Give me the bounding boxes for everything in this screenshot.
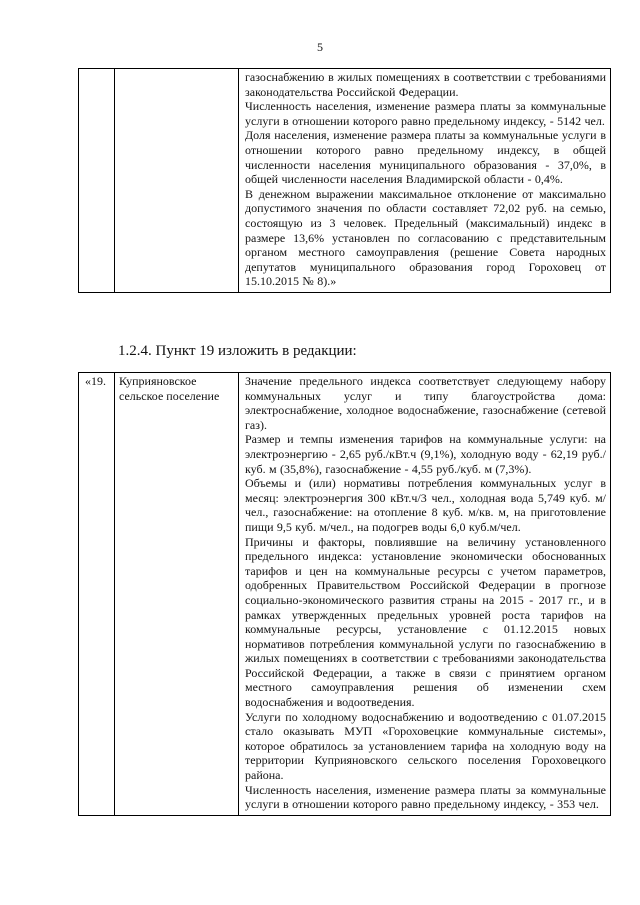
description-cell — [239, 69, 611, 293]
paragraph: Численность населения, изменение размера платы за коммунальные услуги в отношении которого равно предельному индексу, - 5142 чел. — [245, 99, 606, 128]
settlement-name-cell — [115, 69, 239, 293]
page-number: 5 — [317, 40, 323, 54]
paragraph: газоснабжению в жилых помещениях в соответствии с требованиями законодательства Российской Федерации. — [245, 70, 606, 99]
paragraph: Значение предельного индекса соответствует следующему набору коммунальных услуг и типу благоустройства дома: электроснабжение, холодное водоснабжение, газоснабжение (сетевой газ). — [245, 374, 606, 432]
paragraph: Услуги по холодному водоснабжению и водоотведению с 01.07.2015 стало оказывать МУП «Гороховецкие коммунальные системы», которое обратилось за установлением тарифа на холодную воду на территории Куприяновского сельского поселения Гороховецкого района. — [245, 709, 606, 783]
paragraph: Объемы и (или) нормативы потребления коммунальных услуг в месяц: электроэнергия 300 кВт.ч/3 чел., холодная вода 5,749 куб. м/чел., газоснабжение: на отопление 8 куб. м/кв. м, на приготовление пищи 9,5 куб. м/чел., на подогрев воды 6,0 куб.м/чел. — [245, 476, 606, 534]
paragraph: Причины и факторы, повлиявшие на величину установленного предельного индекса: установление экономически обоснованных тарифов и цен на коммунальные ресурсы с учетом параметров, одобренных Правительством Российской Федерации в прогнозе социально-экономического развития страны на 2015 - 2017 гг., и в рамках утвержденных предельных уровней роста тарифов на коммунальные ресурсы, установление с 01.12.2015 новых нормативов потребления коммунальной услуги по газоснабжению в жилых помещениях в соответствии с требованиями законодательства Российской Федерации, а также в связи с принятием органом местного самоуправления решения об изменении схем водоснабжения и водоотведения. — [245, 534, 606, 710]
table-row — [79, 69, 611, 293]
continued-table — [78, 68, 611, 293]
description-cell — [239, 373, 611, 816]
paragraph: В денежном выражении максимальное отклонение от максимально допустимого значения по области составляет 72,02 руб. на семью, состоящую из 3 человек. Предельный (максимальный) индекс в размере 13,6% установлен по согласованию с представительным органом местного самоуправления (решение Совета народных депутатов муниципального образования город Гороховец от 15.10.2015 № 8).» — [245, 186, 606, 289]
row-number-cell — [79, 69, 115, 293]
row-number-cell: «19. — [79, 373, 115, 816]
settlement-name-cell: Куприяновское сельское поселение — [115, 373, 239, 816]
paragraph: Размер и темпы изменения тарифов на коммунальные услуги: на электроэнергию - 2,65 руб./кВт.ч (9,1%), холодную воду - 62,19 руб./куб. м (35,8%), газоснабжение - 4,55 руб./куб. м (7,3%). — [245, 432, 606, 476]
table-row — [79, 373, 611, 816]
section-heading: 1.2.4. Пункт 19 изложить в редакции: — [118, 343, 357, 359]
paragraph: Численность населения, изменение размера платы за коммунальные услуги в отношении которого равно предельному индексу, - 353 чел. — [245, 782, 606, 812]
item-19-table — [78, 372, 611, 816]
paragraph: Доля населения, изменение размера платы за коммунальные услуги в отношении которого равно предельному индексу, в общей численности населения муниципального образования - 37,0%, в общей численности населения Владимирской области - 0,4%. — [245, 128, 606, 187]
